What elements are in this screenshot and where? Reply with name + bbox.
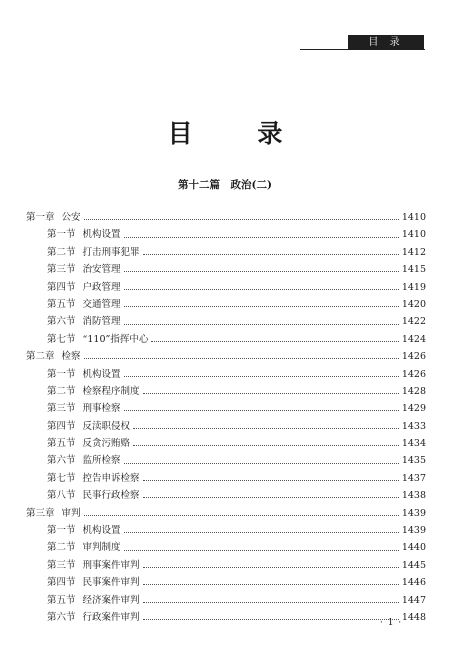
toc-entry-number: 第一节 (47, 368, 76, 380)
dot-leader (84, 515, 399, 516)
toc-entry-page: 1429 (401, 403, 426, 415)
dot-leader (133, 445, 399, 446)
part-title: 第十二篇 政治(二) (178, 179, 272, 191)
toc-section-entry[interactable] (26, 226, 426, 243)
dot-leader (84, 358, 399, 359)
dot-leader (124, 532, 399, 533)
toc-entry-page: 1426 (401, 368, 426, 380)
toc-entry-title: 机构设置 (82, 525, 121, 537)
toc-entry-page: 1420 (401, 298, 426, 310)
toc-section-entry[interactable] (26, 418, 426, 435)
toc-entry-page: 1424 (401, 333, 426, 345)
toc-chapter-entry[interactable] (26, 348, 426, 365)
toc-entry-page: 1440 (401, 542, 426, 554)
toc-entry-page: 1419 (401, 281, 426, 293)
toc-section-entry[interactable] (26, 261, 426, 278)
toc-entry-number: 第五节 (47, 594, 76, 606)
toc-entry-title: 机构设置 (82, 229, 121, 241)
toc-entry-page: 1435 (401, 455, 426, 467)
toc-entry-page: 1426 (401, 351, 426, 363)
toc-entry-number: 第五节 (47, 438, 76, 450)
toc-entry-title: 机构设置 (82, 368, 121, 380)
toc-entry-title: 检察 (61, 351, 81, 363)
page-title: 目 录 (167, 119, 311, 148)
toc-entry-title: “110”指挥中心 (82, 333, 149, 345)
dot-leader (133, 428, 399, 429)
toc-entry-page: 1410 (401, 229, 426, 241)
toc-section-entry[interactable] (26, 609, 426, 626)
toc-entry-number: 第八节 (47, 490, 76, 502)
toc-section-entry[interactable] (26, 574, 426, 591)
toc-entry-page: 1428 (401, 385, 426, 397)
header-section-tab: 目 录 (348, 35, 424, 50)
toc-entry-number: 第二节 (47, 246, 76, 258)
toc-section-entry[interactable] (26, 383, 426, 400)
toc-entry-title: 审判 (61, 507, 81, 519)
toc-entry-title: 监所检察 (82, 455, 121, 467)
toc-section-entry[interactable] (26, 522, 426, 539)
toc-entry-title: 反渎职侵权 (82, 420, 131, 432)
table-of-contents (26, 209, 426, 626)
toc-entry-number: 第六节 (47, 316, 76, 328)
dot-leader (124, 271, 399, 272)
dot-leader (84, 219, 399, 220)
dot-leader (143, 497, 399, 498)
dot-leader (143, 480, 399, 481)
toc-entry-title: 户政管理 (82, 281, 121, 293)
toc-entry-title: 民事案件审判 (82, 577, 140, 589)
dot-leader (124, 237, 399, 238)
toc-entry-number: 第四节 (47, 281, 76, 293)
toc-section-entry[interactable] (26, 435, 426, 452)
dot-leader (124, 324, 399, 325)
toc-entry-number: 第一节 (47, 229, 76, 241)
dot-leader (151, 341, 398, 342)
toc-entry-page: 1447 (401, 594, 426, 606)
toc-entry-number: 第一章 (26, 212, 55, 223)
toc-section-entry[interactable] (26, 331, 426, 348)
toc-entry-page: 1445 (401, 559, 426, 571)
dot-leader (124, 376, 399, 377)
toc-entry-title: 消防管理 (82, 316, 121, 328)
toc-entry-number: 第三节 (47, 559, 76, 571)
page-number: · 1 · (380, 618, 403, 628)
toc-entry-page: 1446 (401, 577, 426, 589)
toc-entry-page: 1434 (401, 438, 426, 450)
toc-entry-title: 行政案件审判 (82, 611, 140, 623)
dot-leader (124, 550, 399, 551)
toc-entry-number: 第二节 (47, 385, 76, 397)
toc-entry-title: 经济案件审判 (82, 594, 140, 606)
toc-entry-title: 交通管理 (82, 298, 121, 310)
toc-entry-number: 第四节 (47, 420, 76, 432)
toc-entry-number: 第三章 (26, 507, 55, 519)
toc-entry-page: 1410 (401, 212, 426, 223)
toc-entry-title: 反贪污贿赂 (82, 438, 131, 450)
toc-section-entry[interactable] (26, 557, 426, 574)
toc-section-entry[interactable] (26, 366, 426, 383)
toc-entry-title: 打击刑事犯罪 (82, 246, 140, 258)
toc-entry-number: 第六节 (47, 455, 76, 467)
toc-entry-page: 1448 (401, 611, 426, 623)
dot-leader (143, 254, 399, 255)
toc-entry-number: 第七节 (47, 472, 76, 484)
toc-entry-number: 第三节 (47, 403, 76, 415)
toc-entry-number: 第七节 (47, 333, 76, 345)
toc-entry-title: 控告申诉检察 (82, 472, 140, 484)
toc-entry-title: 审判制度 (82, 542, 121, 554)
toc-section-entry[interactable] (26, 296, 426, 313)
toc-entry-title: 检察程序制度 (82, 385, 140, 397)
toc-entry-number: 第五节 (47, 298, 76, 310)
dot-leader (124, 306, 399, 307)
toc-entry-number: 第三节 (47, 264, 76, 276)
toc-section-entry[interactable] (26, 592, 426, 609)
toc-entry-number: 第一节 (47, 525, 76, 537)
toc-entry-page: 1415 (401, 264, 426, 276)
toc-entry-page: 1422 (401, 316, 426, 328)
toc-section-entry[interactable] (26, 244, 426, 261)
dot-leader (143, 584, 399, 585)
dot-leader (143, 602, 399, 603)
toc-entry-page: 1412 (401, 246, 426, 258)
toc-section-entry[interactable] (26, 400, 426, 417)
toc-entry-page: 1439 (401, 507, 426, 519)
toc-entry-title: 治安管理 (82, 264, 121, 276)
toc-entry-number: 第二章 (26, 351, 55, 363)
dot-leader (124, 463, 399, 464)
toc-entry-number: 第四节 (47, 577, 76, 589)
toc-section-entry[interactable] (26, 470, 426, 487)
toc-chapter-entry[interactable] (26, 209, 426, 226)
dot-leader (143, 619, 399, 620)
toc-section-entry[interactable] (26, 539, 426, 556)
toc-entry-page: 1438 (401, 490, 426, 502)
toc-entry-title: 刑事案件审判 (82, 559, 140, 571)
toc-entry-title: 民事行政检察 (82, 490, 140, 502)
toc-entry-page: 1437 (401, 472, 426, 484)
dot-leader (143, 567, 399, 568)
dot-leader (124, 289, 399, 290)
toc-section-entry[interactable] (26, 313, 426, 330)
dot-leader (124, 410, 399, 411)
dot-leader (143, 393, 399, 394)
toc-entry-page: 1439 (401, 525, 426, 537)
toc-entry-title: 公安 (61, 212, 81, 223)
toc-entry-title: 刑事检察 (82, 403, 121, 415)
toc-chapter-entry[interactable] (26, 505, 426, 522)
toc-entry-number: 第二节 (47, 542, 76, 554)
toc-section-entry[interactable] (26, 279, 426, 296)
toc-entry-number: 第六节 (47, 611, 76, 623)
toc-entry-page: 1433 (401, 420, 426, 432)
toc-section-entry[interactable] (26, 487, 426, 504)
toc-section-entry[interactable] (26, 452, 426, 469)
